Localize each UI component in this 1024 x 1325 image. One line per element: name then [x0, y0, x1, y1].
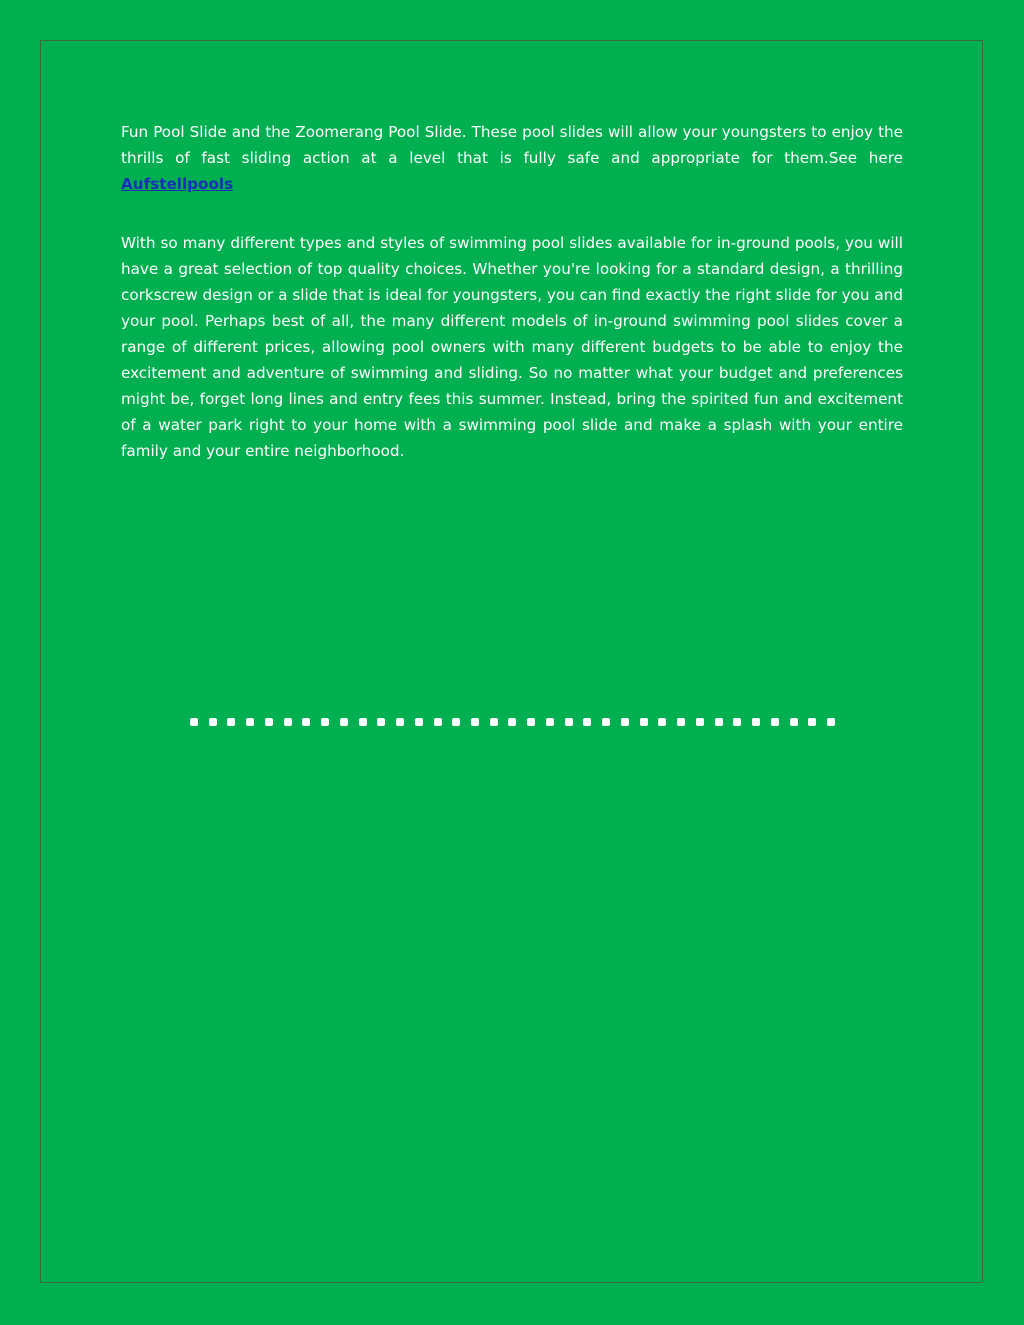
intro-paragraph-body: [121, 119, 903, 197]
divider-dot: [565, 718, 573, 726]
divider-dot: [583, 718, 591, 726]
divider-dot: [827, 718, 835, 726]
divider-dot: [490, 718, 498, 726]
divider-dot: [640, 718, 648, 726]
divider-dot: [696, 718, 704, 726]
divider-dot: [302, 718, 310, 726]
divider-dot: [265, 718, 273, 726]
divider-dot: [227, 718, 235, 726]
divider-dot: [658, 718, 666, 726]
divider-dot: [452, 718, 460, 726]
divider-dot: [752, 718, 760, 726]
main-paragraph: [121, 230, 903, 464]
divider-dot: [546, 718, 554, 726]
intro-paragraph-text: Fun Pool Slide and the Zoomerang Pool Slide. These pool slides will allow your youngsters to enjoy the thrills of fast sliding action at a level that is fully safe and appropriate for them.See here: [121, 123, 903, 167]
dotted-divider: [190, 716, 835, 728]
divider-dot: [621, 718, 629, 726]
main-paragraph-text: With so many different types and styles of swimming pool slides available for in-ground pools, you will have a great selection of top quality choices. Whether you're looking for a standard design, a thrilling corkscrew design or a slide that is ideal for youngsters, you can find exactly the right slide for you and your pool. Perhaps best of all, the many different models of in-ground swimming pool slides cover a range of different prices, allowing pool owners with many different budgets to be able to enjoy the excitement and adventure of swimming and sliding. So no matter what your budget and preferences might be, forget long lines and entry fees this summer. Instead, bring the spirited fun and excitement of a water park right to your home with a swimming pool slide and make a splash with your entire family and your entire neighborhood.: [121, 234, 903, 460]
divider-dot: [733, 718, 741, 726]
divider-dot: [790, 718, 798, 726]
divider-dot: [715, 718, 723, 726]
page-frame: [40, 40, 983, 1283]
divider-dot: [340, 718, 348, 726]
divider-dot: [677, 718, 685, 726]
divider-dot: [602, 718, 610, 726]
divider-dot: [527, 718, 535, 726]
divider-dot: [471, 718, 479, 726]
divider-dot: [396, 718, 404, 726]
divider-dot: [359, 718, 367, 726]
divider-dot: [415, 718, 423, 726]
divider-dot: [284, 718, 292, 726]
divider-dot: [771, 718, 779, 726]
divider-dot: [434, 718, 442, 726]
divider-dot: [377, 718, 385, 726]
divider-dot: [246, 718, 254, 726]
divider-dot: [209, 718, 217, 726]
divider-dot: [808, 718, 816, 726]
divider-dot: [190, 718, 198, 726]
divider-dot: [321, 718, 329, 726]
intro-paragraph: [121, 119, 903, 197]
aufstellpools-link[interactable]: Aufstellpools: [121, 175, 234, 193]
divider-dot: [508, 718, 516, 726]
